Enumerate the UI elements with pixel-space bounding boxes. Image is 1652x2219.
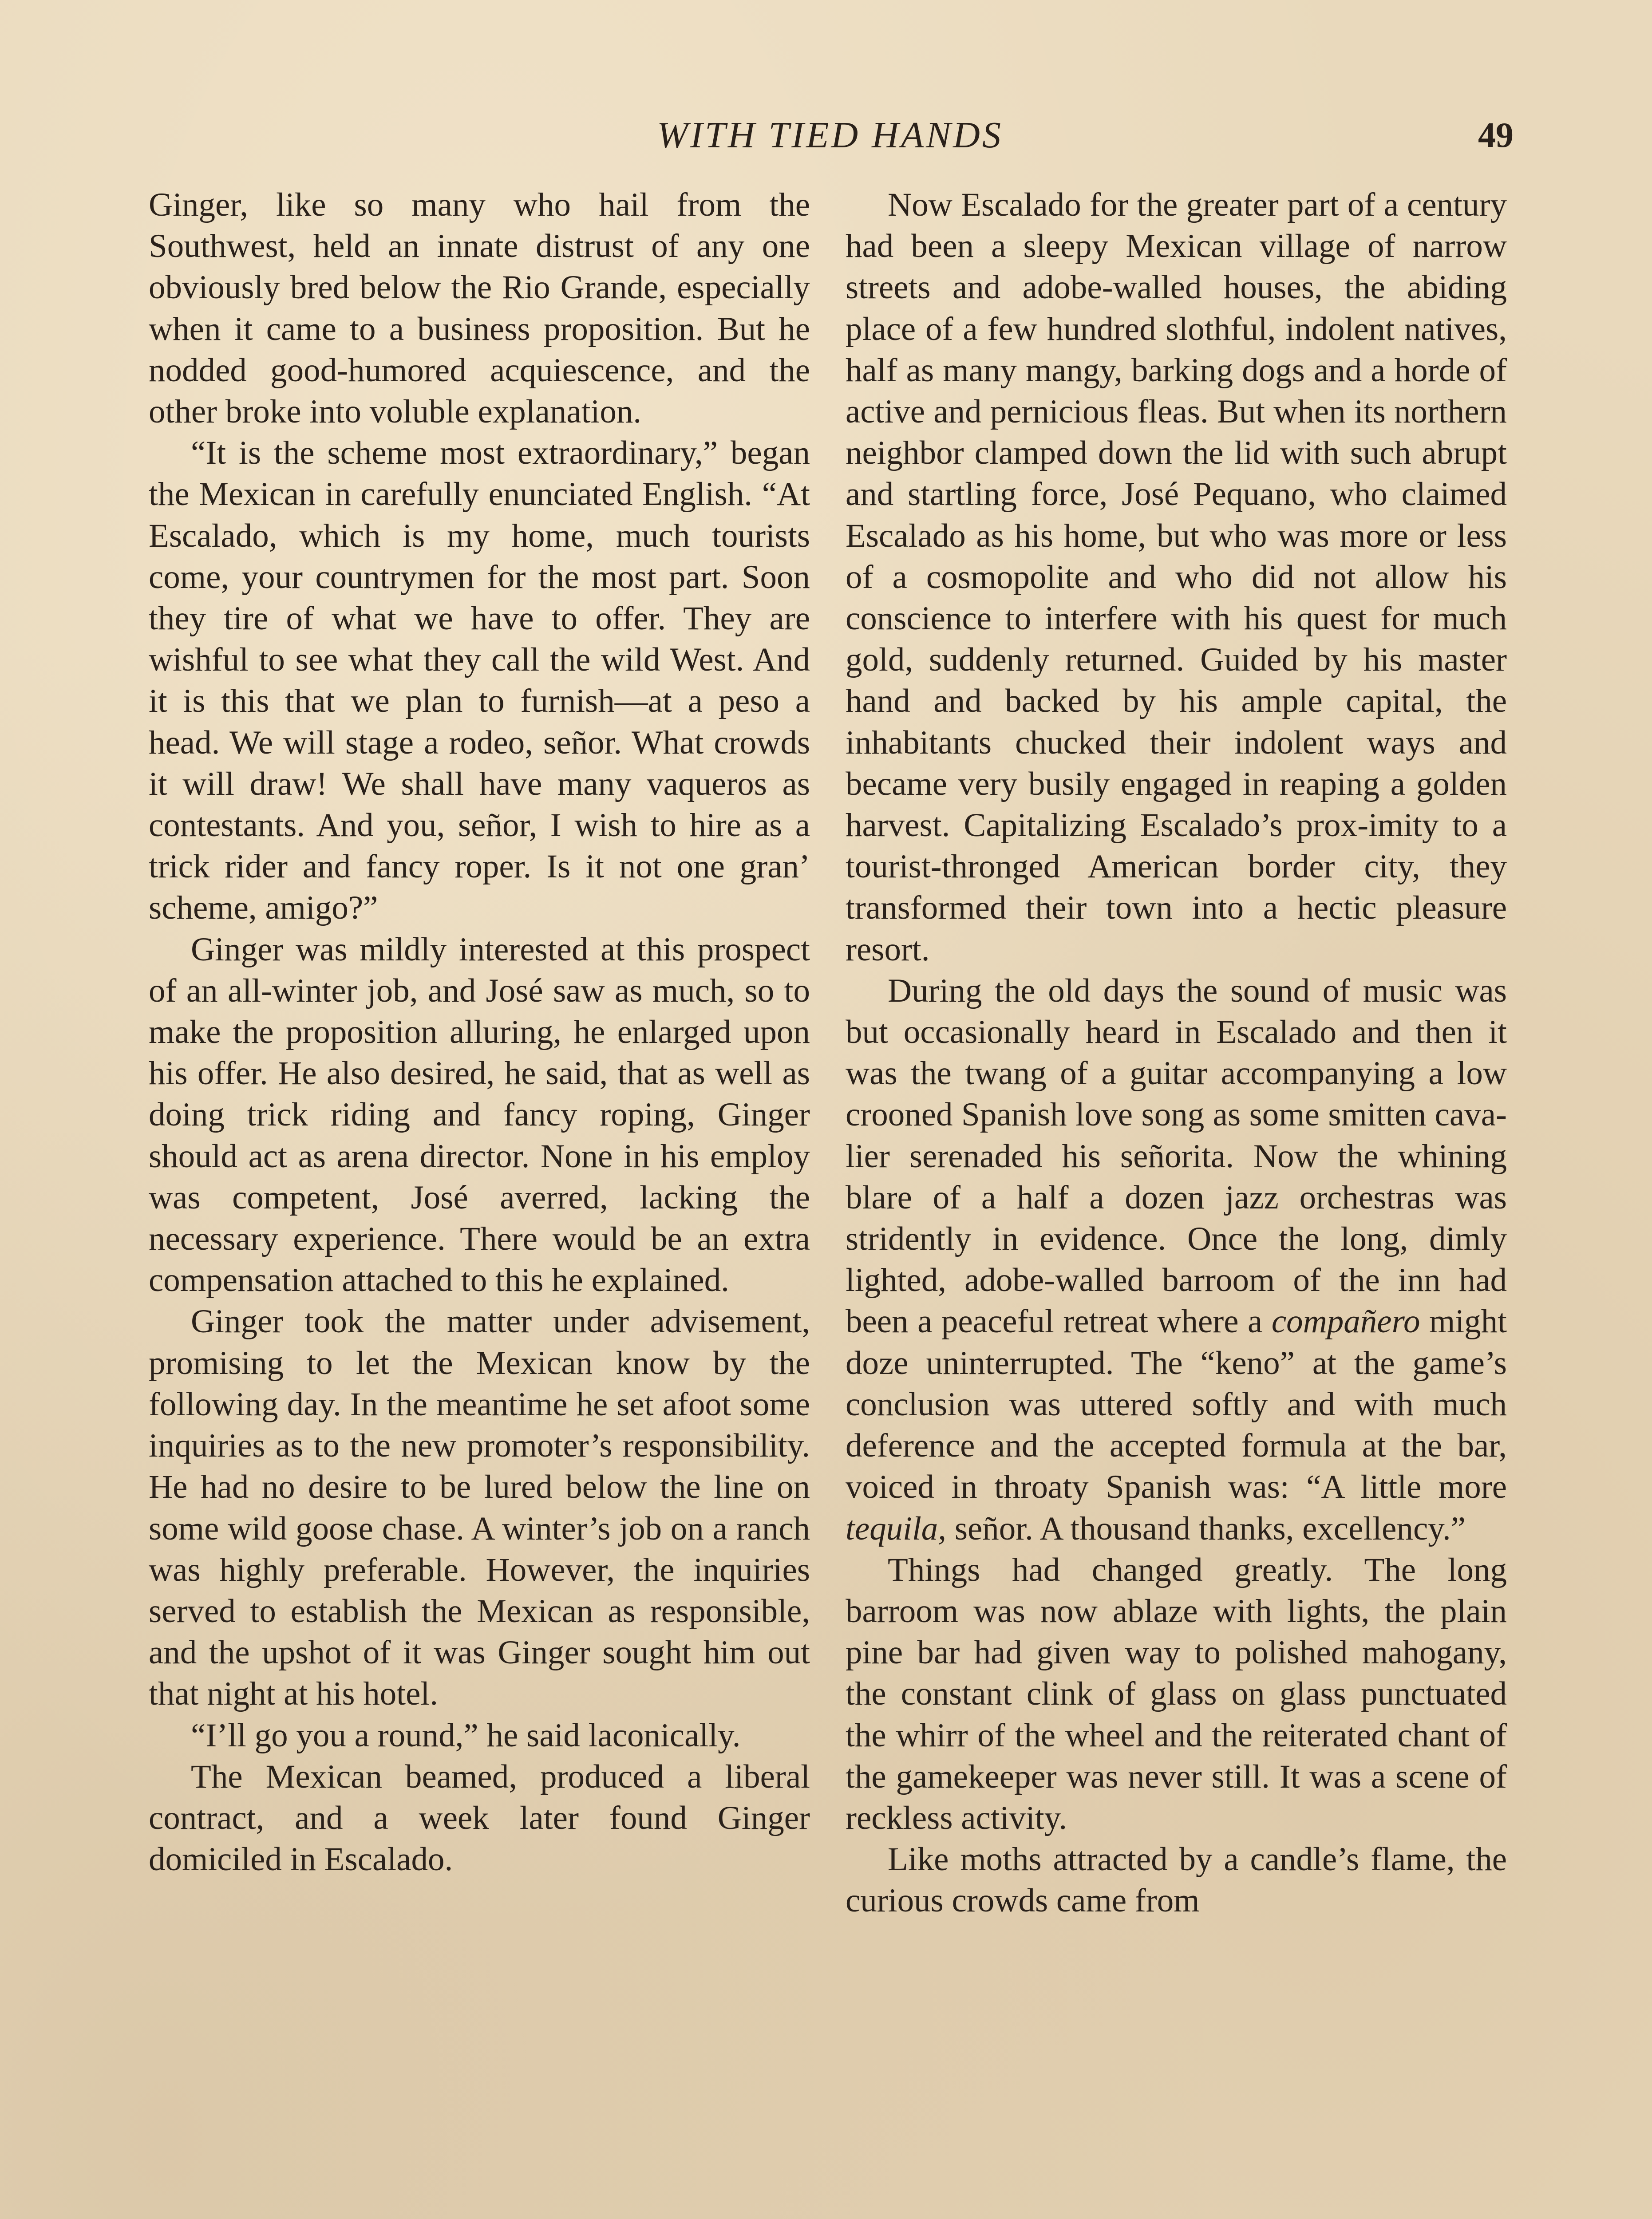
text-run: señor. A thousand thanks, excellency.”	[954, 1510, 1466, 1547]
italic-word: compañero	[1271, 1303, 1420, 1340]
paragraph: Ginger was mildly interested at this prospect of an all-winter job, and José saw as much, so to make the proposition alluring, he enlarged upon his offer. He also desired, he said, that as well as doing trick riding and fancy roping, Ginger should act as arena director. None in his employ was competent, José averred, lacking the necessary experience. There would be an extra compensation attached to this he explained.	[149, 931, 810, 1299]
running-title: WITH TIED HANDS	[657, 115, 1003, 156]
page-number: 49	[1478, 116, 1514, 155]
paragraph: “It is the scheme most extraordinary,” began the Mexican in carefully enunciated English. “At Escalado, which is my home, much tourists come, your countrymen for the most part. Soon they tire of what we have to offer. They are wishful to see what they call the wild West. And it is this that we plan to furnish—at a peso a head. We will stage a rodeo, señor. What crowds it will draw! We shall have many vaqueros as contestants. And you, señor, I wish to hire as a trick rider and fancy roper. Is it not one gran’ scheme, amigo?”	[149, 434, 810, 927]
paragraph: “I’ll go you a round,” he said laconically.	[191, 1717, 741, 1754]
text-run: During the old days the sound of music was but occasionally heard in Escalado and then it was the twang of a guitar accompanying a low crooned Spanish love song as some smitten cavalier serenaded his señorita. Now the whining blare of a half a dozen jazz orchestras was stridently in evidence. Once the long, dimly lighted, adobe-walled barroom of the inn had been a peaceful retreat where a	[846, 972, 1507, 1340]
paragraph: Ginger, like so many who hail from the Southwest, held an innate distrust of any one obviously bred below the Rio Grande, especially when it came to a business proposition. But he nodded good-humored acquiescence, and the other broke into voluble explanation.	[149, 186, 810, 430]
text-run: might doze uninterrupted. The “keno” at the game’s conclusion was uttered softly and with much deference and the accepted formula at the bar, voiced in throaty Spanish was: “A little more	[846, 1303, 1507, 1506]
running-head	[146, 111, 1514, 160]
paragraph: The Mexican beamed, produced a liberal contract, and a week later found Ginger domiciled in Escalado.	[149, 1758, 810, 1878]
left-column	[149, 184, 810, 1880]
paragraph	[846, 970, 1507, 1549]
paragraph: Like moths attracted by a candle’s flame, the curious crowds came from	[846, 1841, 1507, 1919]
paragraph: Things had changed greatly. The long barroom was now ablaze with lights, the plain pine bar had given way to polished mahogany, the constant clink of glass on glass punctuated the whirr of the wheel and the reiterated chant of the gamekeeper was never still. It was a scene of reckless activity.	[846, 1551, 1507, 1836]
paragraph: Ginger took the matter under advisement, promising to let the Mexican know by the following day. In the meantime he set afoot some inquiries as to the new promoter’s responsibility. He had no desire to be lured below the line on some wild goose chase. A winter’s job on a ranch was highly preferable. However, the inquiries served to establish the Mexican as responsible, and the upshot of it was Ginger sought him out that night at his hotel.	[149, 1303, 810, 1713]
paragraph: Now Escalado for the greater part of a century had been a sleepy Mexican village of narrow streets and adobe-walled houses, the abiding place of a few hundred slothful, indolent natives, half as many mangy, barking dogs and a horde of active and pernicious fleas. But when its northern neighbor clamped down the lid with such abrupt and startling force, José Pequano, who claimed Escalado as his home, but who was more or less of a cosmopolite and who did not allow his conscience to interfere with his quest for much gold, suddenly returned. Guided by his master hand and backed by his ample capital, the inhabitants chucked their indolent ways and became very busily engaged in reaping a golden harvest. Capitalizing Escalado’s prox-imity to a tourist-thronged American border city, they transformed their town into a hectic pleasure resort.	[846, 186, 1507, 968]
italic-word: tequila,	[846, 1510, 947, 1547]
right-column	[846, 184, 1507, 1922]
